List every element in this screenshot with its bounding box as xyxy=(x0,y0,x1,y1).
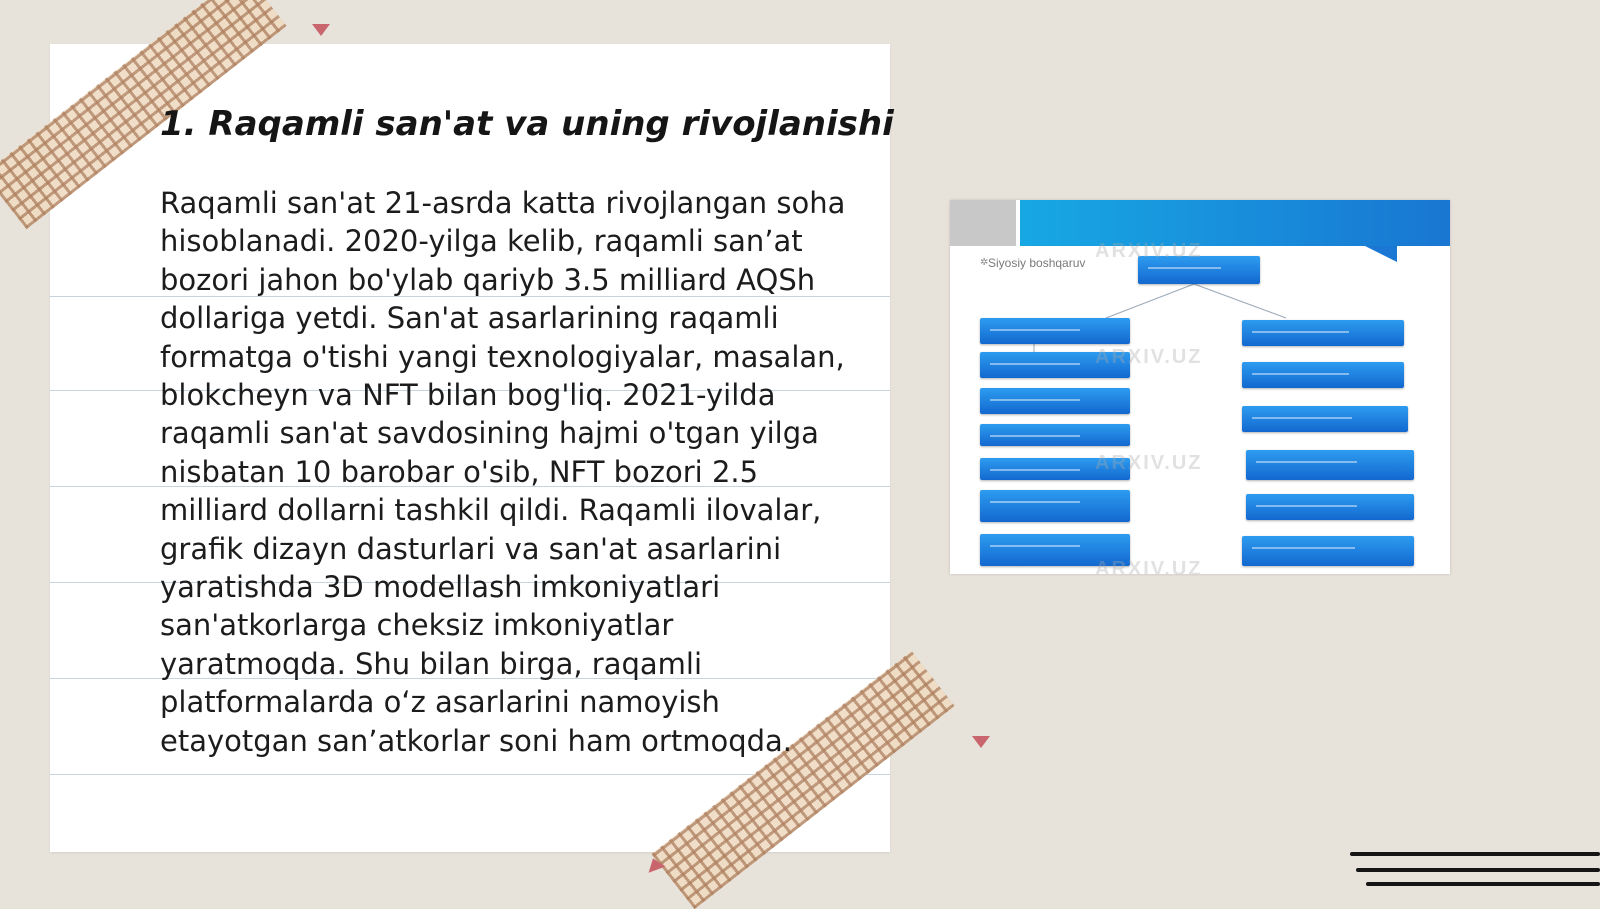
diagram-right-box xyxy=(1242,406,1408,432)
diagram-left-box xyxy=(980,388,1130,414)
diagram-watermark: ARXIV.UZ xyxy=(1095,346,1203,368)
bullet-icon: ✲ xyxy=(980,257,989,268)
diagram-left-box xyxy=(980,424,1130,446)
diagram-watermark: ARXIV.UZ xyxy=(1095,452,1203,474)
diagram-watermark: ARXIV.UZ xyxy=(1095,240,1203,262)
diagram-left-box xyxy=(980,318,1130,344)
org-chart-image xyxy=(950,200,1450,574)
pin-icon xyxy=(312,24,330,36)
slide-body-text: Raqamli san'at 21-asrda katta rivojlangan soha hisoblanadi. 2020-yilga kelib, raqamli san’at bozori jahon bo'ylab qariyb 3.5 milliard AQSh dollariga yetdi. San'at asarlarining raqamli formatga o'tishi yangi texnologiyalar, masalan, blokcheyn va NFT bilan bog'liq. 2021-yilda raqamli san'at savdosining hajmi o'tgan yilga nisbatan 10 barobar o'sib, NFT bozori 2.5 milliard dollarni tashkil qildi. Raqamli ilovalar, grafik dizayn dasturlari va san'at asarlarini yaratishda 3D modellash imkoniyatlari san'atkorlarga cheksiz imkoniyatlar yaratmoqda. Shu bilan birga, raqamli platformalarda o‘z asarlarini namoyish etayotgan san’atkorlar soni ham ortmoqda. xyxy=(160,186,846,758)
pin-icon xyxy=(644,855,665,872)
marker-stroke xyxy=(1356,868,1600,872)
pin-icon xyxy=(972,736,990,748)
diagram-watermark: ARXIV.UZ xyxy=(1095,558,1203,574)
diagram-right-box xyxy=(1242,320,1404,346)
marker-stroke xyxy=(1350,852,1600,856)
diagram-left-box xyxy=(980,490,1130,522)
diagram-right-box xyxy=(1242,362,1404,388)
diagram-label: Siyosiy boshqaruv xyxy=(988,256,1086,270)
diagram-right-box xyxy=(1242,536,1414,566)
diagram-right-box xyxy=(1246,494,1414,520)
slide-title: 1. Raqamli san'at va uning rivojlanishi xyxy=(160,104,894,144)
diagram-right-box xyxy=(1246,450,1414,480)
marker-stroke xyxy=(1366,882,1600,886)
